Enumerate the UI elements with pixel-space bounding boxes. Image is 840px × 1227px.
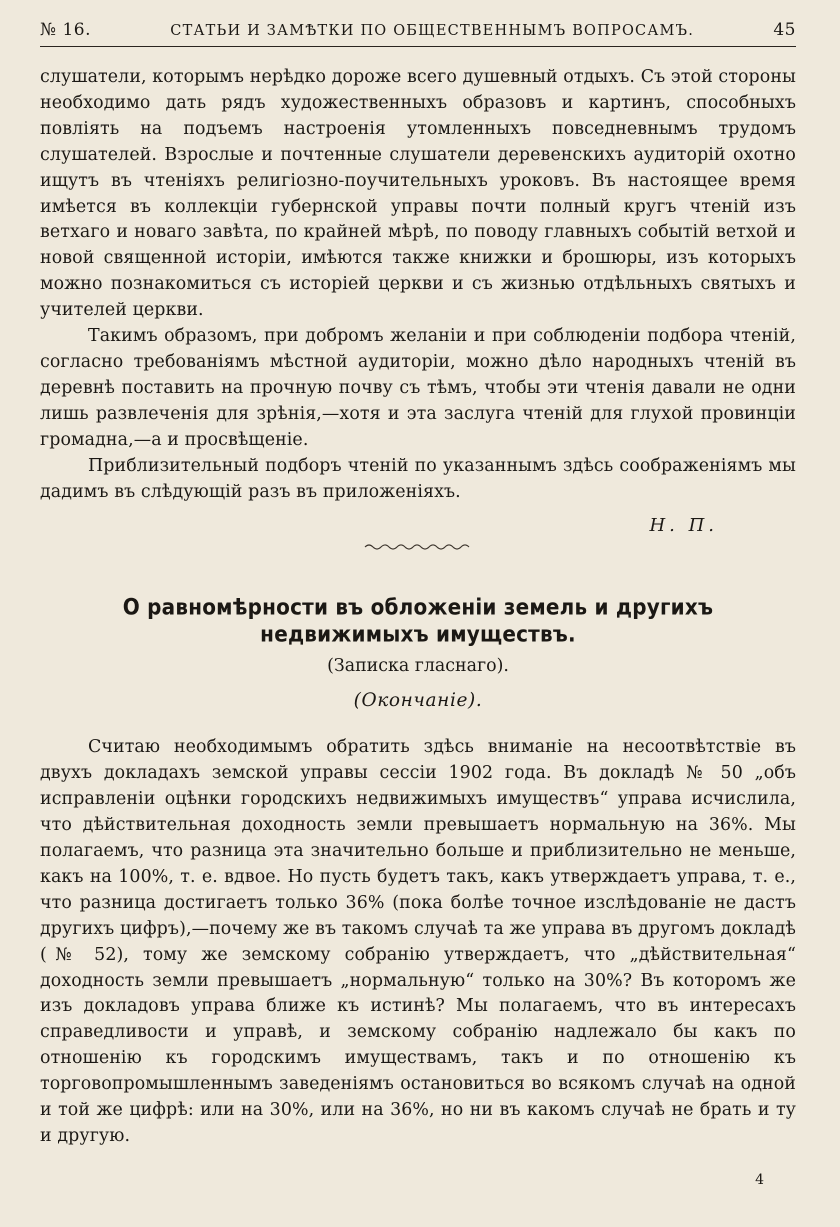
article-paragraph: Считаю необходимымъ обратить здѣсь вниманіе на несоотвѣтствіе въ двухъ докладахъ земской управы сессіи 1902 года. Въ докладѣ № 50 „объ исправленіи оцѣнки городскихъ недвижимыхъ имуществъ“ управа исчислила, что дѣйствительная доходность земли превышаетъ нормальную на 36%. Мы полагаемъ, что разница эта значительно больше и приблизительно не меньше, какъ на 100%, т. е. вдвое. Но пусть будетъ такъ, какъ утверждаетъ управа, т. е., что разница достигаетъ только 36% (пока болѣе точное изслѣдованіе не дастъ другихъ цифръ),—почему же въ такомъ случаѣ та же управа въ другомъ докладѣ (№ 52), тому же земскому собранію утверждаетъ, что „дѣйствительная“ доходность земли превышаетъ „нормальную“ только на 30%? Въ которомъ же изъ докладовъ управа ближе къ истинѣ? Мы полагаемъ, что въ интересахъ справедливости и управѣ, и земскому собранію надлежало бы какъ по отношенію къ городскимъ имуществамъ, такъ и по отношенію къ торговопромышленнымъ заведеніямъ остановиться во всякомъ случаѣ на одной и той же цифрѣ: или на 30%, или на 36%, но ни въ какомъ случаѣ не брать и ту и другую. xyxy=(40,737,796,1146)
second-article xyxy=(40,593,796,1150)
page-number: 45 xyxy=(773,20,796,40)
paragraph-continued: слушатели, которымъ нерѣдко дороже всего душевный отдыхъ. Съ этой стороны необходимо дать рядъ художественныхъ образовъ и картинъ, способныхъ повліять на подъемъ настроенія утомленныхъ повседневнымъ трудомъ слушателей. Взрослые и почтенные слушатели деревенскихъ аудиторій охотно ищутъ въ чтеніяхъ религіозно-поучительныхъ уроковъ. Въ настоящее время имѣется въ коллекціи губернской управы почти полный кругъ чтеній изъ ветхаго и новаго завѣта, по крайней мѣрѣ, по поводу главныхъ событій ветхой и новой священной исторіи, имѣются также книжки и брошюры, изъ которыхъ можно познакомиться съ исторіей церкви и съ жизнью отдѣльныхъ святыхъ и учителей церкви. xyxy=(40,67,796,321)
wavy-divider-ornament xyxy=(40,542,796,552)
article-title: О равномѣрности въ обложеніи земель и другихъ недвижимыхъ имуществъ. xyxy=(122,593,714,648)
paragraph-next-issue: Приблизительный подборъ чтеній по указаннымъ здѣсь соображеніямъ мы дадимъ въ слѣдующій разъ въ приложеніяхъ. xyxy=(40,455,796,502)
printer-signature-mark: 4 xyxy=(755,1172,764,1188)
article-body xyxy=(40,735,796,1150)
continuation-note: (Окончаніе). xyxy=(353,690,483,712)
article-subtitle: (Записка гласнаго). xyxy=(327,656,509,677)
paragraph-conclusion: Такимъ образомъ, при добромъ желаніи и при соблюденіи подбора чтеній, согласно требованіямъ мѣстной аудиторіи, можно дѣло народныхъ чтеній въ деревнѣ поставить на прочную почву съ тѣмъ, чтобы эти чтенія давали не одни лишь развлеченія для зрѣнія,—хотя и эта заслуга чтеній для глухой провинціи громадна,—а и просвѣщеніе. xyxy=(40,326,796,450)
author-signature: Н. П. xyxy=(649,515,718,537)
running-header xyxy=(40,20,796,47)
first-article xyxy=(40,65,796,536)
running-title: СТАТЬИ И ЗАМѢТКИ ПО ОБЩЕСТВЕННЫМЪ ВОПРОСАМЪ. xyxy=(170,23,695,39)
issue-number: № 16. xyxy=(40,20,92,40)
